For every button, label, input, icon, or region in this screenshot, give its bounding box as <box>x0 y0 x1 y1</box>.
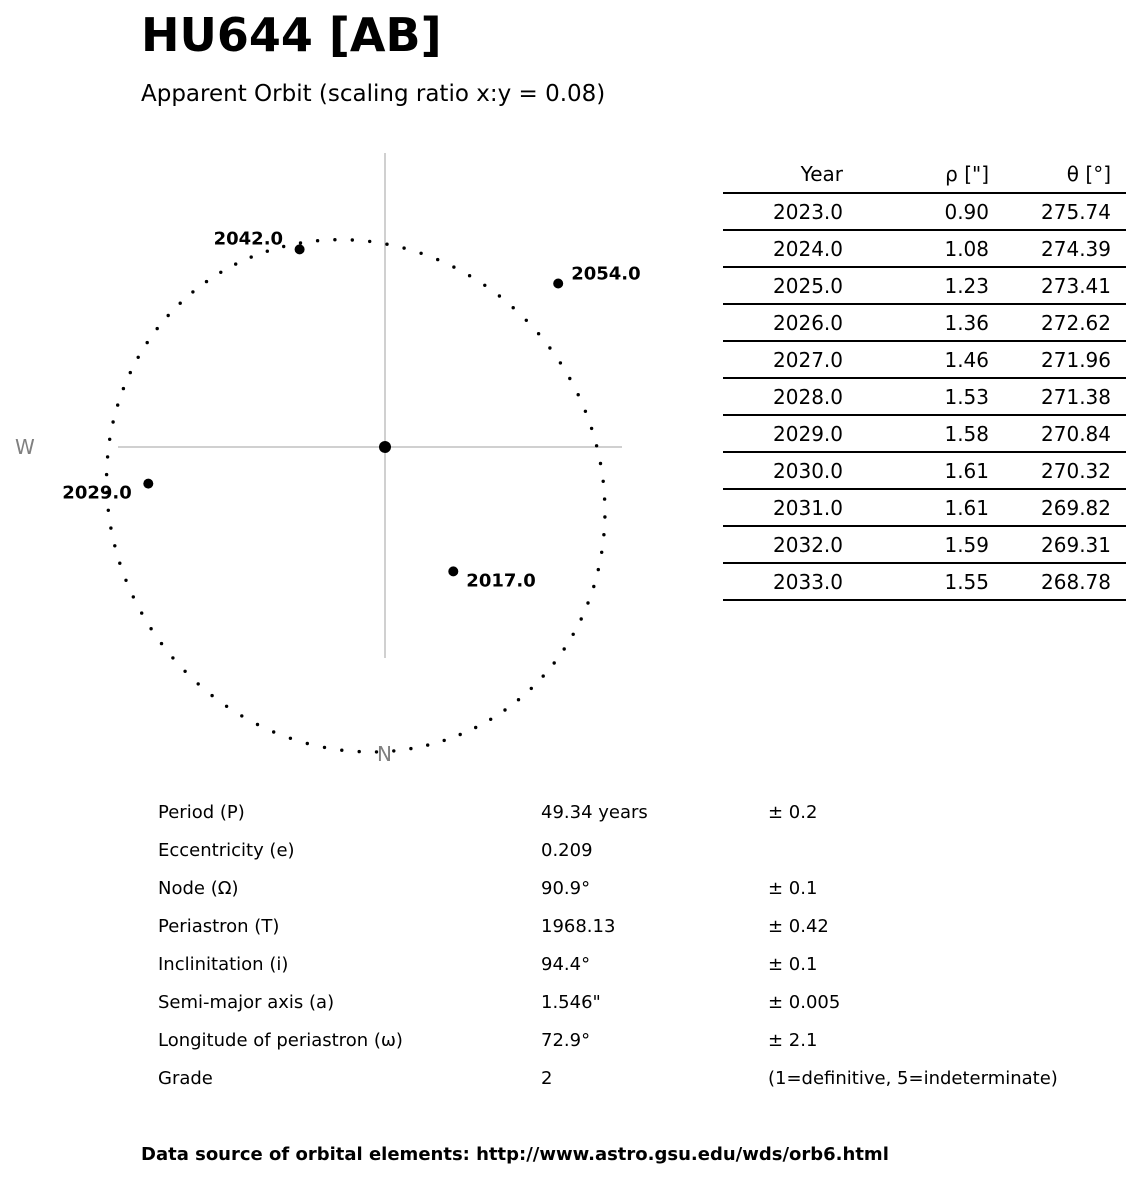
element-value: 1968.13 <box>541 915 616 937</box>
epoch-markers <box>62 228 640 591</box>
orbit-dot <box>402 246 405 249</box>
year-cell: 2031.0 <box>723 489 858 526</box>
ephemeris-row <box>723 452 1126 489</box>
ephemeris-row <box>723 193 1126 230</box>
rho-cell: 1.08 <box>858 230 1004 267</box>
year-cell: 2030.0 <box>723 452 858 489</box>
ephemeris-row <box>723 563 1126 600</box>
year-cell: 2025.0 <box>723 267 858 304</box>
orbit-dot <box>122 387 125 390</box>
orbit-dot <box>489 718 492 721</box>
year-cell: 2024.0 <box>723 230 858 267</box>
orbit-dot <box>111 420 114 423</box>
orbit-dot <box>351 238 354 241</box>
orbit-dot <box>146 341 149 344</box>
element-name: Inclinitation (i) <box>158 953 289 975</box>
orbit-dot <box>452 265 455 268</box>
orbit-dot <box>250 255 253 258</box>
orbit-dot <box>599 462 602 465</box>
rho-cell: 1.55 <box>858 563 1004 600</box>
orbit-dot <box>137 356 140 359</box>
orbit-dot <box>595 444 598 447</box>
orbit-dot <box>160 642 163 645</box>
orbit-dot <box>597 568 600 571</box>
element-row <box>141 1021 1075 1059</box>
orbit-dot <box>603 497 606 500</box>
orbit-dot <box>132 595 135 598</box>
orbit-dot <box>140 611 143 614</box>
orbit-dot <box>306 742 309 745</box>
orbit-dot <box>498 294 501 297</box>
element-name: Semi-major axis (a) <box>158 991 335 1013</box>
orbit-dot <box>563 647 566 650</box>
orbit-dot <box>419 252 422 255</box>
rho-cell: 1.58 <box>858 415 1004 452</box>
ephemeris-header-row <box>723 156 1126 193</box>
orbit-dot <box>272 730 275 733</box>
orbit-dot <box>316 239 319 242</box>
column-header-year: Year <box>723 156 858 193</box>
orbit-dot <box>205 280 208 283</box>
ephemeris-row <box>723 415 1126 452</box>
orbit-dot <box>426 743 429 746</box>
orbit-dot <box>525 319 528 322</box>
year-cell: 2026.0 <box>723 304 858 341</box>
orbital-elements-table <box>141 793 1075 1097</box>
orbit-dot <box>105 473 108 476</box>
orbit-dot <box>385 243 388 246</box>
rho-cell: 1.46 <box>858 341 1004 378</box>
column-header-rho: ρ ["] <box>858 156 1004 193</box>
orbit-dot <box>580 617 583 620</box>
orbit-dot <box>149 627 152 630</box>
orbit-dot <box>542 674 545 677</box>
epoch-label: 2017.0 <box>466 570 536 592</box>
orbit-dot <box>197 682 200 685</box>
orbit-dot <box>602 480 605 483</box>
orbit-dot <box>289 737 292 740</box>
data-source-note: Data source of orbital elements: http://www.astro.gsu.edu/wds/orb6.html <box>141 1144 889 1165</box>
orbit-dot <box>459 733 462 736</box>
rho-cell: 1.61 <box>858 452 1004 489</box>
element-row <box>141 793 1075 831</box>
element-uncertainty <box>751 831 1075 869</box>
orbit-dot <box>559 361 562 364</box>
orbit-dot <box>517 698 520 701</box>
element-value: 49.34 years <box>541 801 648 823</box>
orbit-dot <box>553 661 556 664</box>
element-name: Grade <box>158 1067 213 1089</box>
element-row <box>141 831 1075 869</box>
ephemeris-row <box>723 378 1126 415</box>
rho-cell: 1.61 <box>858 489 1004 526</box>
orbit-dot <box>240 714 243 717</box>
orbit-dot <box>537 332 540 335</box>
orbit-dot <box>129 371 132 374</box>
primary-star-marker <box>379 441 391 453</box>
element-value: 1.546" <box>541 991 601 1013</box>
epoch-label: 2042.0 <box>213 228 284 250</box>
ephemeris-row <box>723 304 1126 341</box>
column-header-theta: θ [°] <box>1004 156 1126 193</box>
orbit-dot <box>512 306 515 309</box>
orbit-dot <box>568 377 571 380</box>
ephemeris-row <box>723 526 1126 563</box>
rho-cell: 1.53 <box>858 378 1004 415</box>
rho-cell: 1.59 <box>858 526 1004 563</box>
orbit-dot <box>592 585 595 588</box>
orbit-dot <box>572 633 575 636</box>
orbit-dot <box>586 601 589 604</box>
orbit-dot <box>409 747 412 750</box>
orbit-dot <box>577 393 580 396</box>
orbit-plot <box>0 130 700 780</box>
element-uncertainty: (1=definitive, 5=indeterminate) <box>768 1067 1058 1089</box>
theta-cell: 269.31 <box>1004 526 1126 563</box>
orbit-dot <box>474 726 477 729</box>
orbit-dot <box>299 241 302 244</box>
orbit-dot <box>358 750 361 753</box>
epoch-marker <box>295 244 305 254</box>
orbit-dot <box>548 346 551 349</box>
orbit-dot <box>116 403 119 406</box>
element-name: Node (Ω) <box>158 877 239 899</box>
element-uncertainty: ± 0.1 <box>768 953 818 975</box>
year-cell: 2028.0 <box>723 378 858 415</box>
ephemeris-row <box>723 230 1126 267</box>
orbit-dot <box>109 526 112 529</box>
theta-cell: 271.38 <box>1004 378 1126 415</box>
orbit-dot <box>584 410 587 413</box>
year-cell: 2027.0 <box>723 341 858 378</box>
orbit-dot <box>323 746 326 749</box>
epoch-marker <box>448 566 458 576</box>
theta-cell: 274.39 <box>1004 230 1126 267</box>
element-name: Periastron (T) <box>158 915 280 937</box>
theta-cell: 273.41 <box>1004 267 1126 304</box>
orbit-dot <box>219 271 222 274</box>
year-cell: 2032.0 <box>723 526 858 563</box>
element-value: 90.9° <box>541 877 591 899</box>
orbit-dot <box>167 314 170 317</box>
theta-cell: 275.74 <box>1004 193 1126 230</box>
orbit-dot <box>191 290 194 293</box>
orbit-dot <box>530 687 533 690</box>
year-cell: 2033.0 <box>723 563 858 600</box>
element-value: 0.209 <box>541 839 593 861</box>
theta-cell: 271.96 <box>1004 341 1126 378</box>
orbit-dot <box>179 302 182 305</box>
orbit-dot <box>340 749 343 752</box>
element-name: Period (P) <box>158 801 245 823</box>
element-uncertainty: ± 0.005 <box>768 991 841 1013</box>
orbit-dot <box>210 694 213 697</box>
orbit-dot <box>113 544 116 547</box>
element-row <box>141 869 1075 907</box>
orbit-dot <box>124 579 127 582</box>
ephemeris-row <box>723 267 1126 304</box>
element-row <box>141 1059 1075 1097</box>
year-cell: 2029.0 <box>723 415 858 452</box>
rho-cell: 1.36 <box>858 304 1004 341</box>
epoch-label: 2029.0 <box>62 482 132 504</box>
orbit-dot <box>392 749 395 752</box>
orbit-dot <box>483 284 486 287</box>
element-uncertainty: ± 0.1 <box>768 877 818 899</box>
orbit-dot <box>156 327 159 330</box>
rho-cell: 0.90 <box>858 193 1004 230</box>
element-name: Longitude of periastron (ω) <box>158 1029 403 1051</box>
orbit-dots <box>105 238 607 754</box>
chart-subtitle: Apparent Orbit (scaling ratio x:y = 0.08) <box>141 81 606 107</box>
orbit-dot <box>107 509 110 512</box>
orbit-dot <box>171 656 174 659</box>
element-row <box>141 983 1075 1021</box>
epoch-marker <box>553 279 563 289</box>
theta-cell: 269.82 <box>1004 489 1126 526</box>
orbit-dot <box>590 427 593 430</box>
compass-west-label: W <box>15 435 35 459</box>
orbit-dot <box>234 262 237 265</box>
theta-cell: 268.78 <box>1004 563 1126 600</box>
theta-cell: 270.84 <box>1004 415 1126 452</box>
element-row <box>141 945 1075 983</box>
epoch-marker <box>143 479 153 489</box>
orbit-dot <box>503 708 506 711</box>
theta-cell: 270.32 <box>1004 452 1126 489</box>
orbit-dot <box>333 238 336 241</box>
orbit-dot <box>118 562 121 565</box>
rho-cell: 1.23 <box>858 267 1004 304</box>
orbit-dot <box>108 438 111 441</box>
element-value: 94.4° <box>541 953 591 975</box>
ephemeris-row <box>723 341 1126 378</box>
element-row <box>141 907 1075 945</box>
orbit-dot <box>468 274 471 277</box>
element-uncertainty: ± 2.1 <box>768 1029 818 1051</box>
epoch-label: 2054.0 <box>571 263 641 285</box>
orbit-dot <box>183 670 186 673</box>
ephemeris-row <box>723 489 1126 526</box>
orbit-dot <box>266 250 269 253</box>
year-cell: 2023.0 <box>723 193 858 230</box>
element-uncertainty: ± 0.42 <box>768 915 829 937</box>
orbit-dot <box>368 240 371 243</box>
orbit-dot <box>436 258 439 261</box>
orbit-dot <box>256 723 259 726</box>
page-title: HU644 [AB] <box>141 8 442 62</box>
element-uncertainty: ± 0.2 <box>768 801 818 823</box>
ephemeris-table <box>723 156 1126 601</box>
compass-north-label: N <box>377 742 392 766</box>
element-name: Eccentricity (e) <box>158 839 295 861</box>
orbit-dot <box>225 705 228 708</box>
element-value: 2 <box>541 1067 553 1089</box>
orbit-dot <box>106 455 109 458</box>
theta-cell: 272.62 <box>1004 304 1126 341</box>
orbit-dot <box>602 533 605 536</box>
orbit-dot <box>443 739 446 742</box>
orbit-dot <box>603 515 606 518</box>
element-value: 72.9° <box>541 1029 591 1051</box>
orbit-dot <box>600 551 603 554</box>
